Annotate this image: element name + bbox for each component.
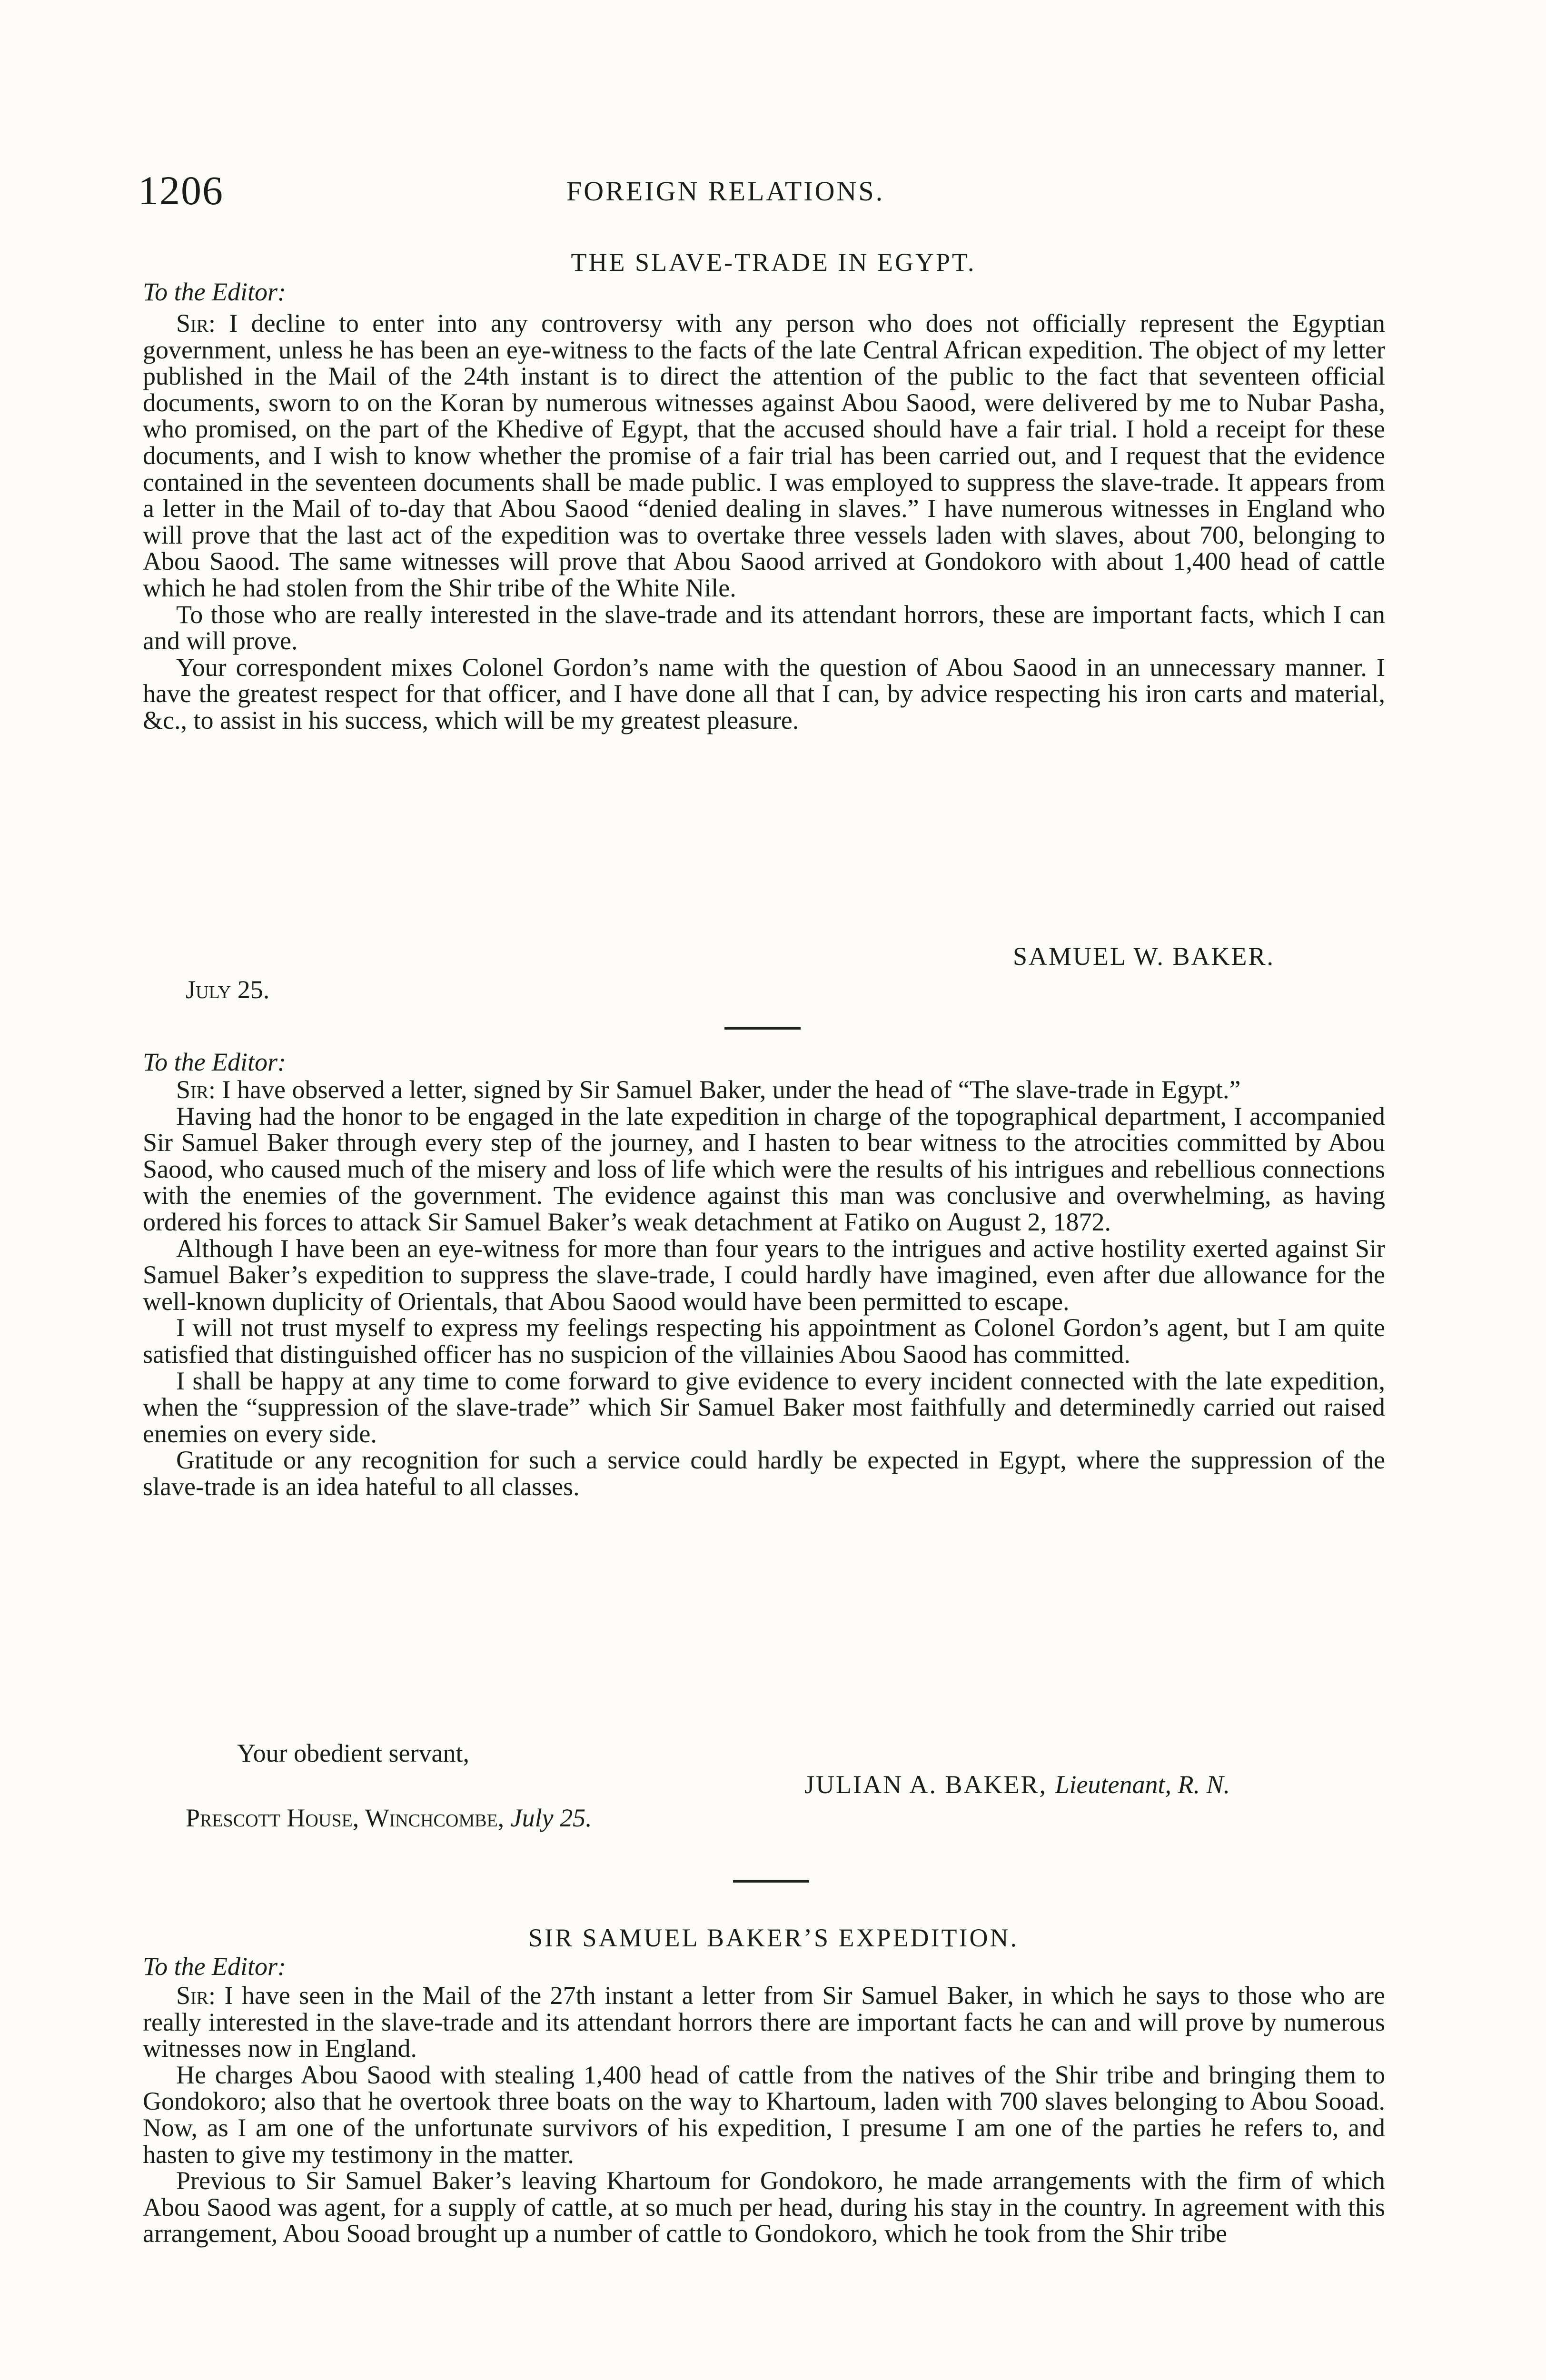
sir-label: Sir xyxy=(176,1981,209,2010)
paragraph: Your correspondent mixes Colonel Gordon’s name with the question of Abou Saood in an unnecessary manner. I have the greatest respect for that officer, and I have done all that I can, by advice respecting his iron carts and material, &c., to assist in his success, which will be my greatest pleasure. xyxy=(143,653,1385,734)
place: Prescott House, Winchcombe, xyxy=(186,1804,505,1832)
paragraph-text: : I have seen in the Mail of the 27th instant a letter from Sir Samuel Baker, in which he says to those who are really interested in the slave-trade and its attendant horrors there are important facts he can and will prove by numerous witnesses now in England. xyxy=(143,1981,1385,2063)
salutation: To the Editor: xyxy=(143,1048,287,1076)
salutation: To the Editor: xyxy=(143,278,287,306)
paragraph-text: : I have observed a letter, signed by Sir Samuel Baker, under the head of “The slave-trade in Egypt.” xyxy=(208,1075,1241,1104)
closing: Your obedient servant, xyxy=(237,1739,469,1767)
paragraph: Gratitude or any recognition for such a service could hardly be expected in Egypt, where the suppression of the slave-trade is an idea hateful to all classes. xyxy=(143,1446,1385,1501)
sir-label: Sir xyxy=(176,309,209,337)
sir-label: Sir xyxy=(176,1075,209,1104)
paragraph: To those who are really interested in the slave-trade and its attendant horrors, these are important facts, which I can and will prove. xyxy=(143,600,1385,655)
salutation: To the Editor: xyxy=(143,1952,287,1981)
date: July 25. xyxy=(510,1804,592,1832)
paragraph: I will not trust myself to express my feelings respecting his appointment as Colonel Gordon’s agent, but I am quite satisfied that distinguished officer has no suspicion of the villainies Abou Saood has committed. xyxy=(143,1313,1385,1368)
paragraph: He charges Abou Saood with stealing 1,400 head of cattle from the natives of the Shir tribe and bringing them to Gondokoro; also that he overtook three boats on the way to Khartoum, laden with 700 slaves belonging to Abou Sooad. Now, as I am one of the unfortunate survivors of his expedition, I presume I am one of the parties he refers to, and hasten to give my testimony in the matter. xyxy=(143,2060,1385,2169)
signature-rank: Lieutenant, R. N. xyxy=(1055,1770,1230,1799)
dateline: July 25. xyxy=(186,975,270,1004)
page-header xyxy=(0,167,1546,219)
divider xyxy=(733,1880,809,1883)
letter3-body xyxy=(143,1983,1385,2247)
paragraph: Having had the honor to be engaged in the late expedition in charge of the topographical department, I accompanied Sir Samuel Baker through every step of the journey, and I hasten to bear witness to the atrocities committed by Abou Saood, who caused much of the misery and loss of life which were the results of his intrigues and rebellious connections with the enemies of the government. The evidence against this man was conclusive and overwhelming, as having ordered his forces to attack Sir Samuel Baker’s weak detachment at Fatiko on August 2, 1872. xyxy=(143,1101,1385,1236)
paragraph xyxy=(143,1077,1385,1103)
paragraph xyxy=(143,1983,1385,2062)
letter2-body xyxy=(143,1077,1385,1500)
page-number: 1206 xyxy=(138,168,224,213)
letter1-body xyxy=(143,310,1385,734)
paragraph: I shall be happy at any time to come forward to give evidence to every incident connected with the late expedition, when the “suppression of the slave-trade” which Sir Samuel Baker most faithfully and determinedly carried out raised enemies on every side. xyxy=(143,1366,1385,1448)
signature xyxy=(804,1770,1230,1799)
paragraph: Although I have been an eye-witness for more than four years to the intrigues and active hostility exerted against Sir Samuel Baker’s expedition to suppress the slave-trade, I could hardly have imagined, even after due allowance for the well-known duplicity of Orientals, that Abou Saood would have been permitted to escape. xyxy=(143,1234,1385,1316)
paragraph xyxy=(143,310,1385,602)
paragraph-text: : I decline to enter into any controversy with any person who does not officially represent the Egyptian government, unless he has been an eye-witness to the facts of the late Central African expedition. The object of my letter published in the Mail of the 24th instant is to direct the attention of the public to the fact that seventeen official documents, sworn to on the Koran by numerous witnesses against Abou Saood, were delivered by me to Nubar Pasha, who promised, on the part of the Khedive of Egypt, that the accused should have a fair trial. I hold a receipt for these documents, and I wish to know whether the promise of a fair trial has been carried out, and I request that the evidence contained in the seventeen documents shall be made public. I was employed to suppress the slave-trade. It appears from a letter in the Mail of to-day that Abou Saood “denied dealing in slaves.” I have numerous witnesses in England who will prove that the last act of the expedition was to overtake three vessels laden with slaves, about 700, belonging to Abou Saood. The same witnesses will prove that Abou Saood arrived at Gondokoro with about 1,400 head of cattle which he had stolen from the Shir tribe of the White Nile. xyxy=(143,309,1385,602)
section-title-slave-trade: THE SLAVE-TRADE IN EGYPT. xyxy=(571,248,976,277)
signature: SAMUEL W. BAKER. xyxy=(1013,942,1275,971)
dateline xyxy=(186,1803,592,1833)
section-title-expedition: SIR SAMUEL BAKER’S EXPEDITION. xyxy=(528,1924,1019,1952)
paragraph: Previous to Sir Samuel Baker’s leaving Khartoum for Gondokoro, he made arrangements with the firm of which Abou Saood was agent, for a supply of cattle, at so much per head, during his stay in the country. In agreement with this arrangement, Abou Sooad brought up a number of cattle to Gondokoro, which he took from the Shir tribe xyxy=(143,2166,1385,2248)
divider xyxy=(724,1027,801,1030)
running-head: FOREIGN RELATIONS. xyxy=(566,176,885,207)
signature-name: JULIAN A. BAKER, xyxy=(804,1770,1048,1799)
